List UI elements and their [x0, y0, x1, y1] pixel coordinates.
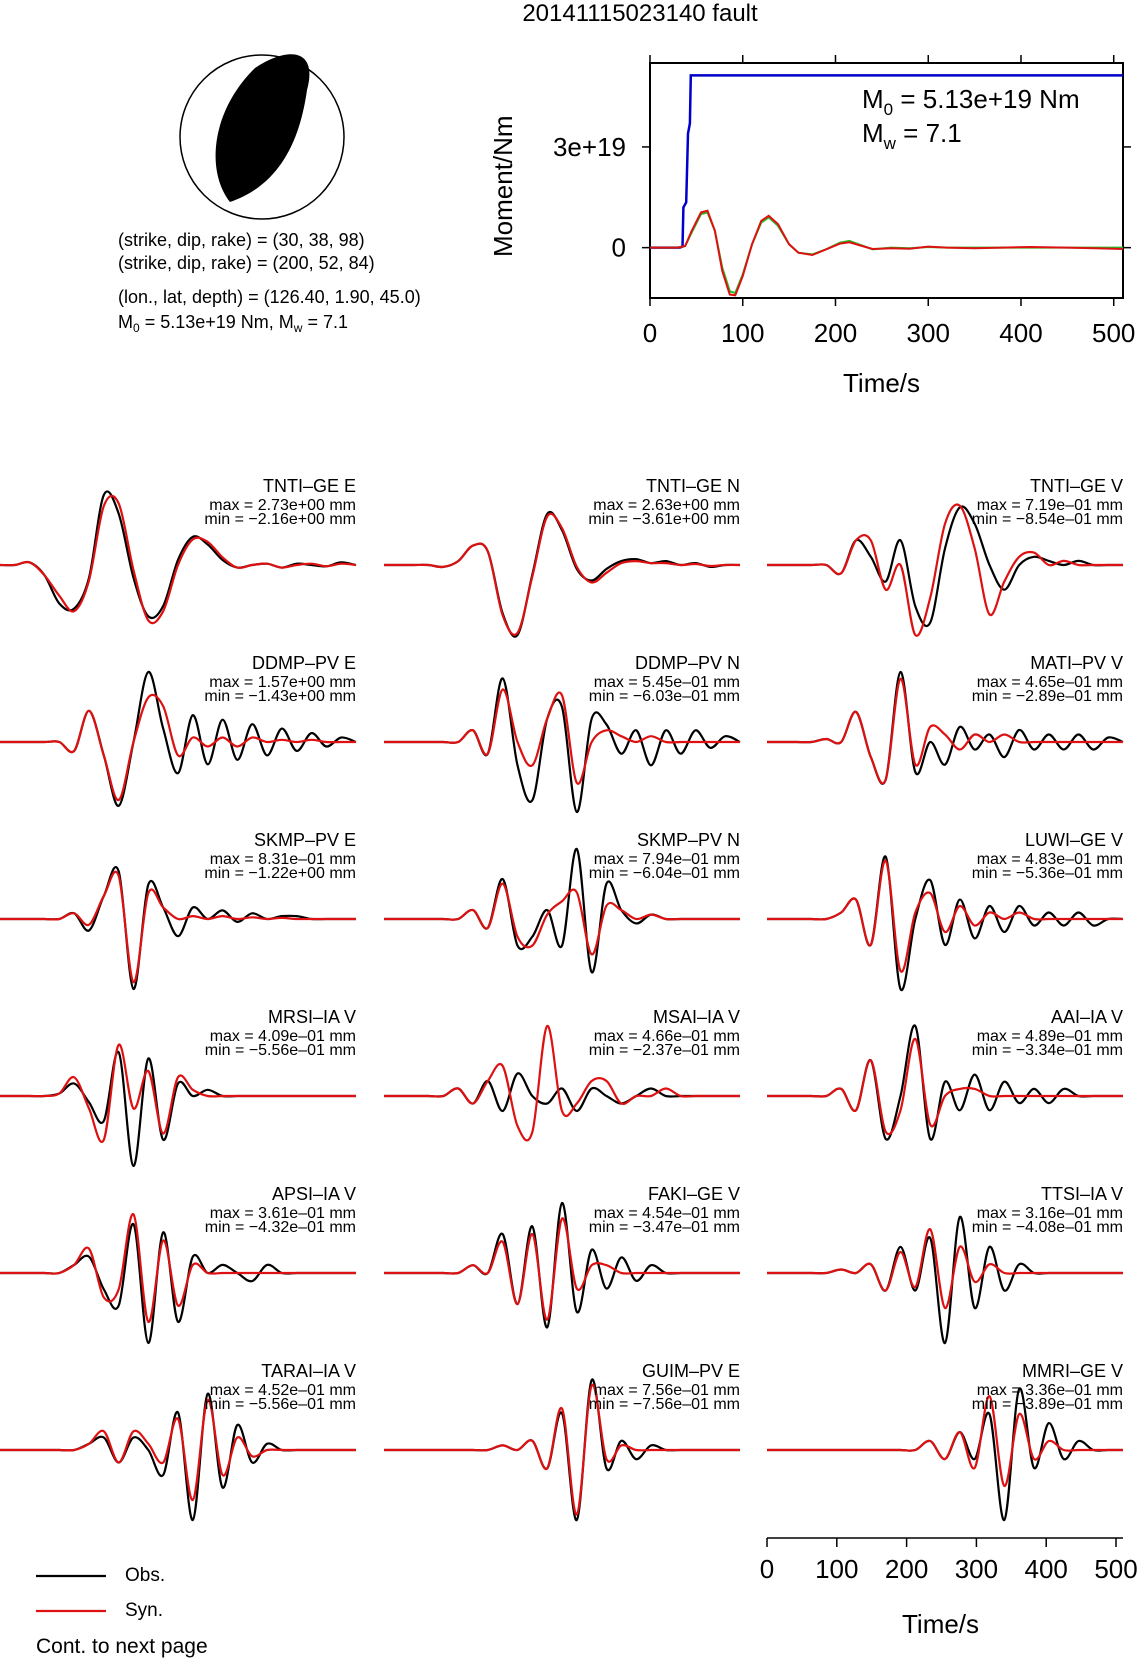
max-amplitude: max = 4.66e–01 mm — [593, 1028, 740, 1045]
max-amplitude: max = 2.63e+00 mm — [593, 497, 740, 514]
wave-x-tick-label: 500 — [1094, 1554, 1138, 1584]
min-amplitude: min = −5.36e–01 mm — [971, 865, 1123, 882]
nodal-plane-2: (strike, dip, rake) = (200, 52, 84) — [118, 253, 375, 273]
station-label: TNTI–GE V — [1029, 476, 1123, 496]
wave-x-tick-label: 0 — [759, 1554, 775, 1584]
max-amplitude: max = 8.31e–01 mm — [209, 851, 356, 868]
min-amplitude: min = −5.56e–01 mm — [204, 1396, 356, 1413]
mw-annotation: $M_w = 7.1$ — [862, 118, 962, 153]
moment-y-tick-label: 3e+19 — [552, 131, 626, 162]
station-label: GUIM–PV E — [641, 1361, 740, 1381]
wave-x-tick-label: 100 — [815, 1554, 859, 1584]
station-label: TNTI–GE N — [645, 476, 740, 496]
min-amplitude: min = −3.34e–01 mm — [971, 1042, 1123, 1059]
moment-x-tick-label: 0 — [642, 318, 658, 348]
wave-x-tick-label: 400 — [1024, 1554, 1068, 1584]
moment-x-axis-label: Time/s — [843, 368, 921, 398]
moment-y-axis-label: Moment/Nm — [488, 115, 518, 257]
min-amplitude: min = −1.43e+00 mm — [204, 688, 356, 705]
syn-trace — [0, 872, 356, 982]
station-label: APSI–IA V — [271, 1184, 356, 1204]
focal-mechanism-beachball — [180, 54, 344, 219]
min-amplitude: min = −3.89e–01 mm — [971, 1396, 1123, 1413]
max-amplitude: max = 4.09e–01 mm — [209, 1028, 356, 1045]
max-amplitude: max = 4.54e–01 mm — [593, 1205, 740, 1222]
station-label: MSAI–IA V — [652, 1007, 740, 1027]
moment-series-line — [650, 212, 1123, 293]
obs-trace — [384, 1073, 740, 1111]
obs-trace — [0, 867, 356, 989]
min-amplitude: min = −3.61e+00 mm — [588, 511, 740, 528]
min-amplitude: min = −4.32e–01 mm — [204, 1219, 356, 1236]
source-location: (lon., lat, depth) = (126.40, 1.90, 45.0) — [118, 287, 421, 307]
legend-label-obs: Obs. — [125, 1565, 166, 1586]
syn-trace — [767, 1229, 1123, 1308]
max-amplitude: max = 4.89e–01 mm — [976, 1028, 1123, 1045]
moment-series-line — [650, 211, 1123, 296]
min-amplitude: min = −8.54e–01 mm — [971, 511, 1123, 528]
obs-trace — [0, 1224, 356, 1343]
moment-magnitude-line: $M_0 = 5.13e+19$ Nm, $M_w = 7.1$ — [118, 312, 348, 335]
max-amplitude: max = 4.52e–01 mm — [209, 1382, 356, 1399]
station-label: MRSI–IA V — [267, 1007, 356, 1027]
station-label: MATI–PV V — [1030, 653, 1123, 673]
station-label: SKMP–PV N — [636, 830, 740, 850]
max-amplitude: max = 4.83e–01 mm — [976, 851, 1123, 868]
min-amplitude: min = −4.08e–01 mm — [971, 1219, 1123, 1236]
max-amplitude: max = 3.16e–01 mm — [976, 1205, 1123, 1222]
max-amplitude: max = 3.36e–01 mm — [976, 1382, 1123, 1399]
obs-trace — [384, 512, 740, 637]
station-label: TTSI–IA V — [1040, 1184, 1123, 1204]
station-label: DDMP–PV E — [251, 653, 356, 673]
min-amplitude: min = −6.03e–01 mm — [588, 688, 740, 705]
moment-x-tick-label: 200 — [813, 318, 858, 348]
station-label: TARAI–IA V — [261, 1361, 356, 1381]
min-amplitude: min = −6.04e–01 mm — [588, 865, 740, 882]
min-amplitude: min = −7.56e–01 mm — [588, 1396, 740, 1413]
min-amplitude: min = −3.47e–01 mm — [588, 1219, 740, 1236]
syn-trace — [0, 1044, 356, 1141]
m0-annotation: $M_0 = 5.13e+19$ Nm — [862, 84, 1080, 119]
page-title: 20141115023140 fault — [522, 0, 758, 27]
moment-x-tick-label: 400 — [999, 318, 1043, 348]
max-amplitude: max = 5.45e–01 mm — [593, 674, 740, 691]
legend-label-syn: Syn. — [125, 1600, 164, 1621]
max-amplitude: max = 7.19e–01 mm — [976, 497, 1123, 514]
moment-x-tick-label: 500 — [1092, 318, 1136, 348]
station-label: FAKI–GE V — [647, 1184, 740, 1204]
max-amplitude: max = 2.73e+00 mm — [209, 497, 356, 514]
wave-x-tick-label: 300 — [954, 1554, 999, 1584]
station-label: AAI–IA V — [1050, 1007, 1123, 1027]
min-amplitude: min = −2.16e+00 mm — [204, 511, 356, 528]
nodal-plane-1: (strike, dip, rake) = (30, 38, 98) — [118, 230, 365, 250]
syn-trace — [0, 695, 356, 800]
obs-trace — [0, 1052, 356, 1166]
max-amplitude: max = 4.65e–01 mm — [976, 674, 1123, 691]
min-amplitude: min = −2.37e–01 mm — [588, 1042, 740, 1059]
wave-x-tick-label: 200 — [884, 1554, 929, 1584]
min-amplitude: min = −2.89e–01 mm — [971, 688, 1123, 705]
station-label: LUWI–GE V — [1024, 830, 1123, 850]
min-amplitude: min = −1.22e+00 mm — [204, 865, 356, 882]
wave-x-axis-label: Time/s — [902, 1609, 980, 1639]
max-amplitude: max = 3.61e–01 mm — [209, 1205, 356, 1222]
moment-x-tick-label: 100 — [721, 318, 765, 348]
min-amplitude: min = −5.56e–01 mm — [204, 1042, 356, 1059]
moment-x-tick-label: 300 — [906, 318, 950, 348]
moment-y-tick-label: 0 — [611, 232, 626, 263]
max-amplitude: max = 7.94e–01 mm — [593, 851, 740, 868]
station-label: DDMP–PV N — [634, 653, 740, 673]
continuation-note: Cont. to next page — [36, 1635, 208, 1658]
station-label: MMRI–GE V — [1021, 1361, 1123, 1381]
station-label: TNTI–GE E — [262, 476, 356, 496]
max-amplitude: max = 1.57e+00 mm — [209, 674, 356, 691]
station-label: SKMP–PV E — [253, 830, 356, 850]
max-amplitude: max = 7.56e–01 mm — [593, 1382, 740, 1399]
